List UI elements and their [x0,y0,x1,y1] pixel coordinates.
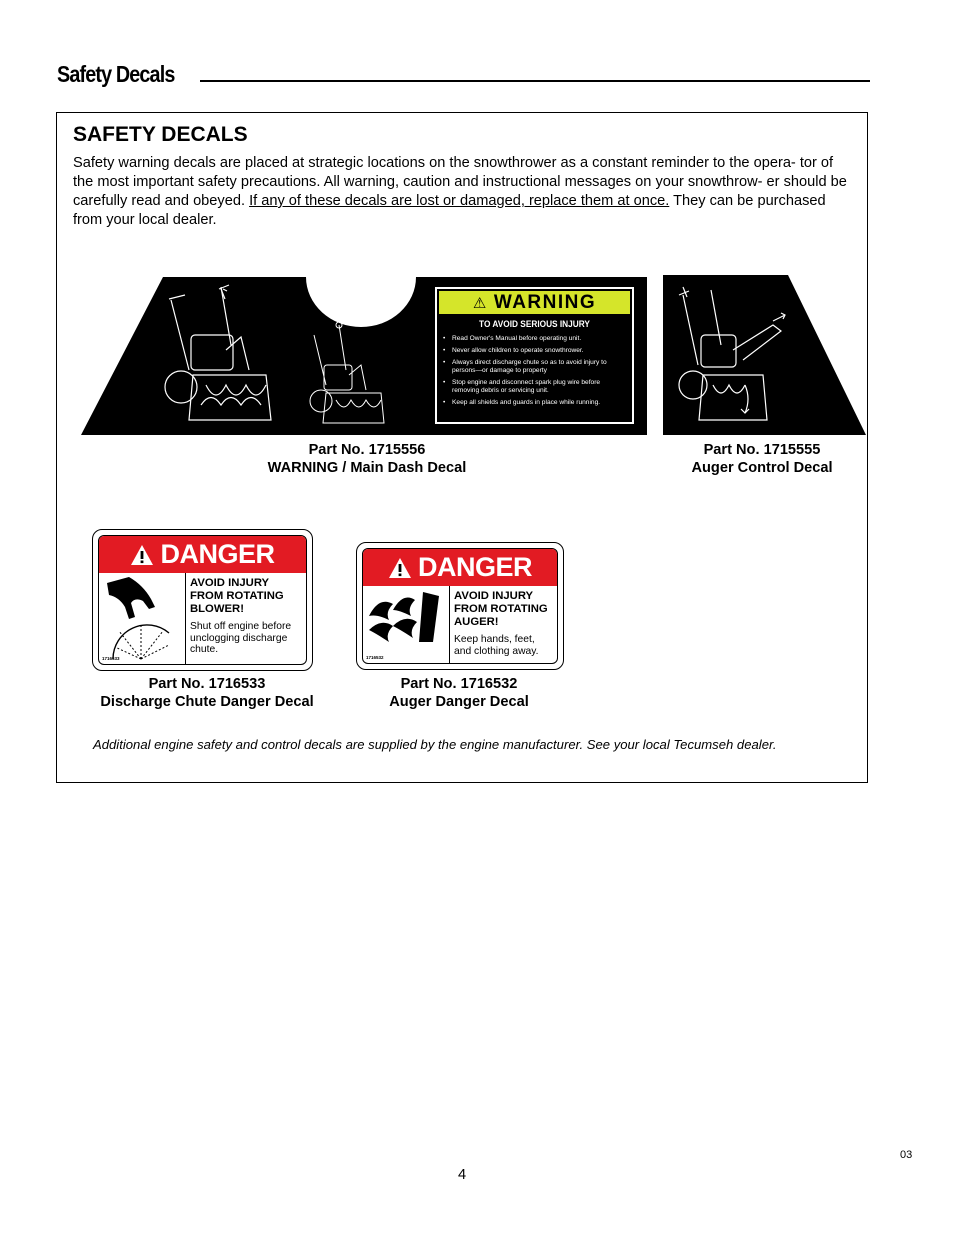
intro-underlined-text: If any of these decals are lost or damaged, replace them at once. [249,193,670,209]
warning-item: • Stop engine and disconnect spark plug wire before removing debris or servicing unit. [443,379,628,395]
caption-auger-control-name: Auger Control Decal [691,460,833,476]
warning-list [437,335,632,407]
danger-auger-header-text: DANGER [417,552,532,582]
danger-auger-decal [356,542,564,670]
hand-blower-icon [99,573,185,663]
caption-auger-danger-name: Auger Danger Decal [389,694,529,710]
caption-discharge-chute [77,675,337,711]
header-rule [200,80,870,82]
danger-auger-pictogram [363,586,450,663]
warning-label [435,287,634,424]
danger-blower-text [190,577,303,656]
danger-blower-pictogram [99,573,186,664]
caption-discharge-chute-part: Part No. 1716533 [148,676,266,692]
danger-blower-part-no: 1716533 [102,656,120,661]
danger-auger-part-no: 1716532 [366,655,384,660]
page-number: 4 [458,1167,467,1183]
footnote: Additional engine safety and control decals are supplied by the engine manufacturer. See your local Tecumseh dealer. [93,737,777,752]
caption-auger-control-part: Part No. 1715555 [703,442,821,458]
intro-paragraph [73,154,847,230]
warning-subheader: TO AVOID SERIOUS INJURY [479,319,590,329]
warning-header-text: WARNING [493,291,597,313]
caption-main-dash-part: Part No. 1715556 [308,442,426,458]
section-heading: SAFETY DECALS [73,123,248,146]
intro-text-2: They can be purchased from your local dealer. [73,193,826,228]
caption-discharge-chute-name: Discharge Chute Danger Decal [100,694,314,710]
caption-auger-control [662,441,862,477]
danger-triangle-icon [388,557,412,579]
caption-main-dash [217,441,517,477]
page-header [57,58,870,88]
danger-blower-inner [98,535,307,665]
warning-item: • Keep all shields and guards in place while running. [443,399,628,407]
document-code: 03 [900,1149,913,1161]
auger-blades-icon [363,586,449,664]
warning-item: • Always direct discharge chute so as to avoid injury to persons—or damage to property [443,359,628,375]
page-title: Safety Decals [57,61,175,87]
danger-auger-body: Keep hands, feet, and clothing away. [454,634,539,657]
danger-blower-header-text: DANGER [160,539,275,569]
danger-auger-header [363,549,557,586]
auger-control-decal-art [663,275,866,435]
danger-auger-inner [362,548,558,664]
warning-triangle-icon: ⚠ [472,294,488,312]
danger-blower-body: Shut off engine before unclogging discharge chute. [190,621,292,655]
danger-triangle-icon [130,544,154,566]
caption-main-dash-name: WARNING / Main Dash Decal [267,460,467,476]
danger-blower-header [99,536,306,573]
intro-text-1: Safety warning decals are placed at strategic locations on the snowthrower as a constant reminder to the opera- tor of the most important safety precautions. All warning, caution and instructional messages on your snowthrow- er should be carefully read and obeyed. [73,155,847,209]
warning-item: • Never allow children to operate snowthrower. [443,347,628,355]
danger-blower-title: AVOID INJURY FROM ROTATING BLOWER! [190,577,284,615]
danger-auger-text [454,590,554,657]
safety-decals-panel [56,112,868,783]
caption-auger-danger-part: Part No. 1716532 [400,676,518,692]
caption-auger-danger [357,675,561,711]
warning-item: • Read Owner's Manual before operating unit. [443,335,628,343]
warning-header [439,291,630,314]
main-dash-decal [81,275,647,435]
auger-control-decal [663,275,866,435]
danger-auger-title: AVOID INJURY FROM ROTATING AUGER! [454,590,548,628]
danger-blower-decal [92,529,313,671]
